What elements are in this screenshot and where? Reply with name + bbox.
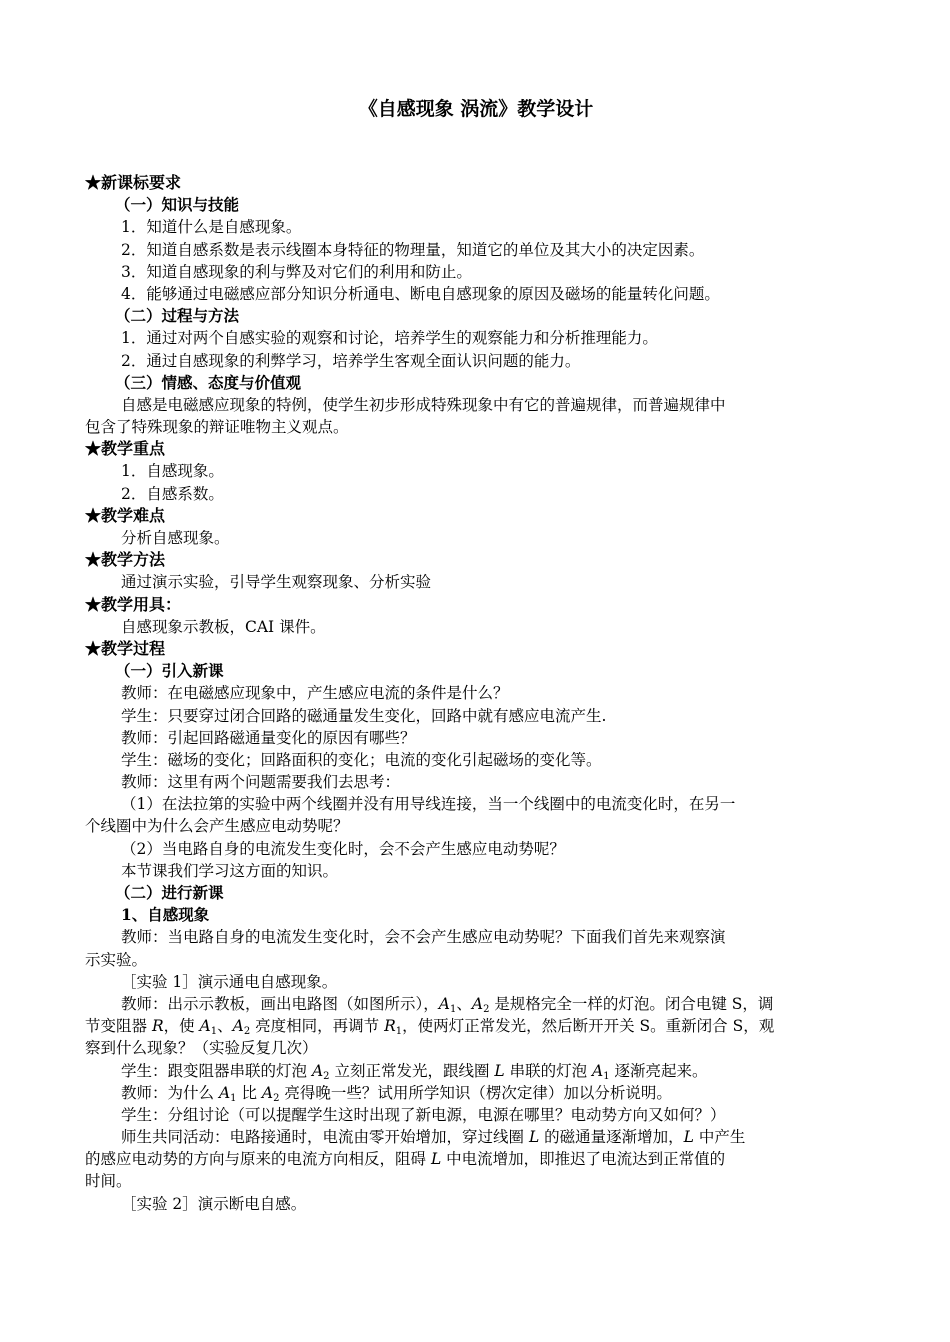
list-item: 1．自感现象。 — [121, 462, 224, 481]
subheading-intro: （一）引入新课 — [115, 661, 224, 681]
question-line: 个线圈中为什么会产生感应电动势呢？ — [85, 817, 349, 836]
subheading-knowledge: （一）知识与技能 — [115, 195, 240, 215]
dialogue-line: 学生：跟变阻器串联的灯泡 $A_2$ 立刻正常发光，跟线圈 L 串联的灯泡 $A_1$ 逐渐亮起来。 — [121, 1061, 708, 1082]
dialogue-line: 学生：分组讨论（可以提醒学生这时出现了新电源，电源在哪里？电动势方向又如何？） — [121, 1105, 726, 1124]
list-item: 1．知道什么是自感现象。 — [121, 218, 302, 237]
experiment-label: ［实验 1］演示通电自感现象。 — [121, 972, 338, 991]
list-item: 2．知道自感系数是表示线圈本身特征的物理量，知道它的单位及其大小的决定因素。 — [121, 240, 705, 259]
experiment-label: ［实验 2］演示断电自感。 — [121, 1194, 307, 1213]
section-heading-tools: ★教学用具： — [85, 594, 182, 614]
dialogue-line: 的感应电动势的方向与原来的电流方向相反，阻碍 L 中电流增加，即推迟了电流达到正常值的 — [85, 1150, 726, 1169]
list-item: 1．通过对两个自感实验的观察和讨论，培养学生的观察能力和分析推理能力。 — [121, 329, 658, 348]
paragraph-line: 自感是电磁感应现象的特例，使学生初步形成特殊现象中有它的普遍规律，而普遍规律中 — [121, 395, 726, 414]
section-heading-methods: ★教学方法 — [85, 550, 166, 570]
list-item: 3．知道自感现象的利与弊及对它们的利用和防止。 — [121, 262, 472, 281]
section-heading-process: ★教学过程 — [85, 638, 166, 658]
dialogue-line: 学生：磁场的变化；回路面积的变化；电流的变化引起磁场的变化等。 — [121, 750, 602, 769]
section-heading-standards: ★新课标要求 — [85, 173, 182, 192]
question-line: （2）当电路自身的电流发生变化时，会不会产生感应电动势呢？ — [121, 839, 565, 858]
dialogue-line: 察到什么现象？（实验反复几次） — [85, 1039, 318, 1058]
dialogue-line: 学生：只要穿过闭合回路的磁通量发生变化，回路中就有感应电流产生. — [121, 706, 607, 725]
topic-heading: 1、自感现象 — [121, 905, 210, 925]
list-item: 2．通过自感现象的利弊学习，培养学生客观全面认识问题的能力。 — [121, 351, 581, 370]
paragraph-line: 通过演示实验，引导学生观察现象、分析实验 — [121, 573, 432, 592]
subheading-new-lesson: （二）进行新课 — [115, 883, 224, 902]
section-heading-key-points: ★教学重点 — [85, 439, 166, 459]
dialogue-line: 教师：这里有两个问题需要我们去思考： — [121, 773, 401, 792]
dialogue-line: 教师：引起回路磁通量变化的原因有哪些？ — [121, 728, 416, 747]
subheading-process: （二）过程与方法 — [115, 306, 240, 326]
paragraph-line: 包含了特殊现象的辩证唯物主义观点。 — [85, 418, 349, 437]
subheading-values: （三）情感、态度与价值观 — [115, 372, 302, 392]
section-heading-difficulties: ★教学难点 — [85, 505, 166, 525]
document-body — [85, 172, 867, 1215]
dialogue-line: 教师：为什么 $A_1$ 比 $A_2$ 亮得晚一些？试用所学知识（楞次定律）加以分析说明。 — [121, 1083, 672, 1104]
list-item: 4．能够通过电磁感应部分知识分析通电、断电自感现象的原因及磁场的能量转化问题。 — [121, 284, 720, 303]
paragraph-line: 分析自感现象。 — [121, 529, 230, 547]
paragraph-line: 自感现象示教板，CAI 课件。 — [121, 617, 326, 636]
document-title: 《自感现象 涡流》教学设计 — [358, 98, 594, 120]
dialogue-line: 教师：当电路自身的电流发生变化时，会不会产生感应电动势呢？下面我们首先来观察演 — [121, 928, 726, 947]
list-item: 2．自感系数。 — [121, 484, 224, 503]
question-line: （1）在法拉第的实验中两个线圈并没有用导线连接，当一个线圈中的电流变化时，在另一 — [121, 795, 736, 814]
dialogue-line: 示实验。 — [85, 950, 148, 969]
dialogue-line: 时间。 — [85, 1172, 132, 1191]
dialogue-line: 节变阻器 R，使 $A_1$、$A_2$ 亮度相同，再调节 $R_1$，使两灯正常发光，然后断开开关 S。重新闭合 S，观 — [85, 1017, 775, 1038]
dialogue-line: 师生共同活动：电路接通时，电流由零开始增加，穿过线圈 L 的磁通量逐渐增加，L 中产生 — [121, 1128, 746, 1147]
dialogue-line: 教师：在电磁感应现象中，产生感应电流的条件是什么？ — [121, 684, 509, 703]
paragraph-line: 本节课我们学习这方面的知识。 — [121, 861, 339, 880]
dialogue-line: 教师：出示示教板，画出电路图（如图所示），$A_1$、$A_2$ 是规格完全一样的灯泡。闭合电键 S，调 — [121, 994, 774, 1015]
